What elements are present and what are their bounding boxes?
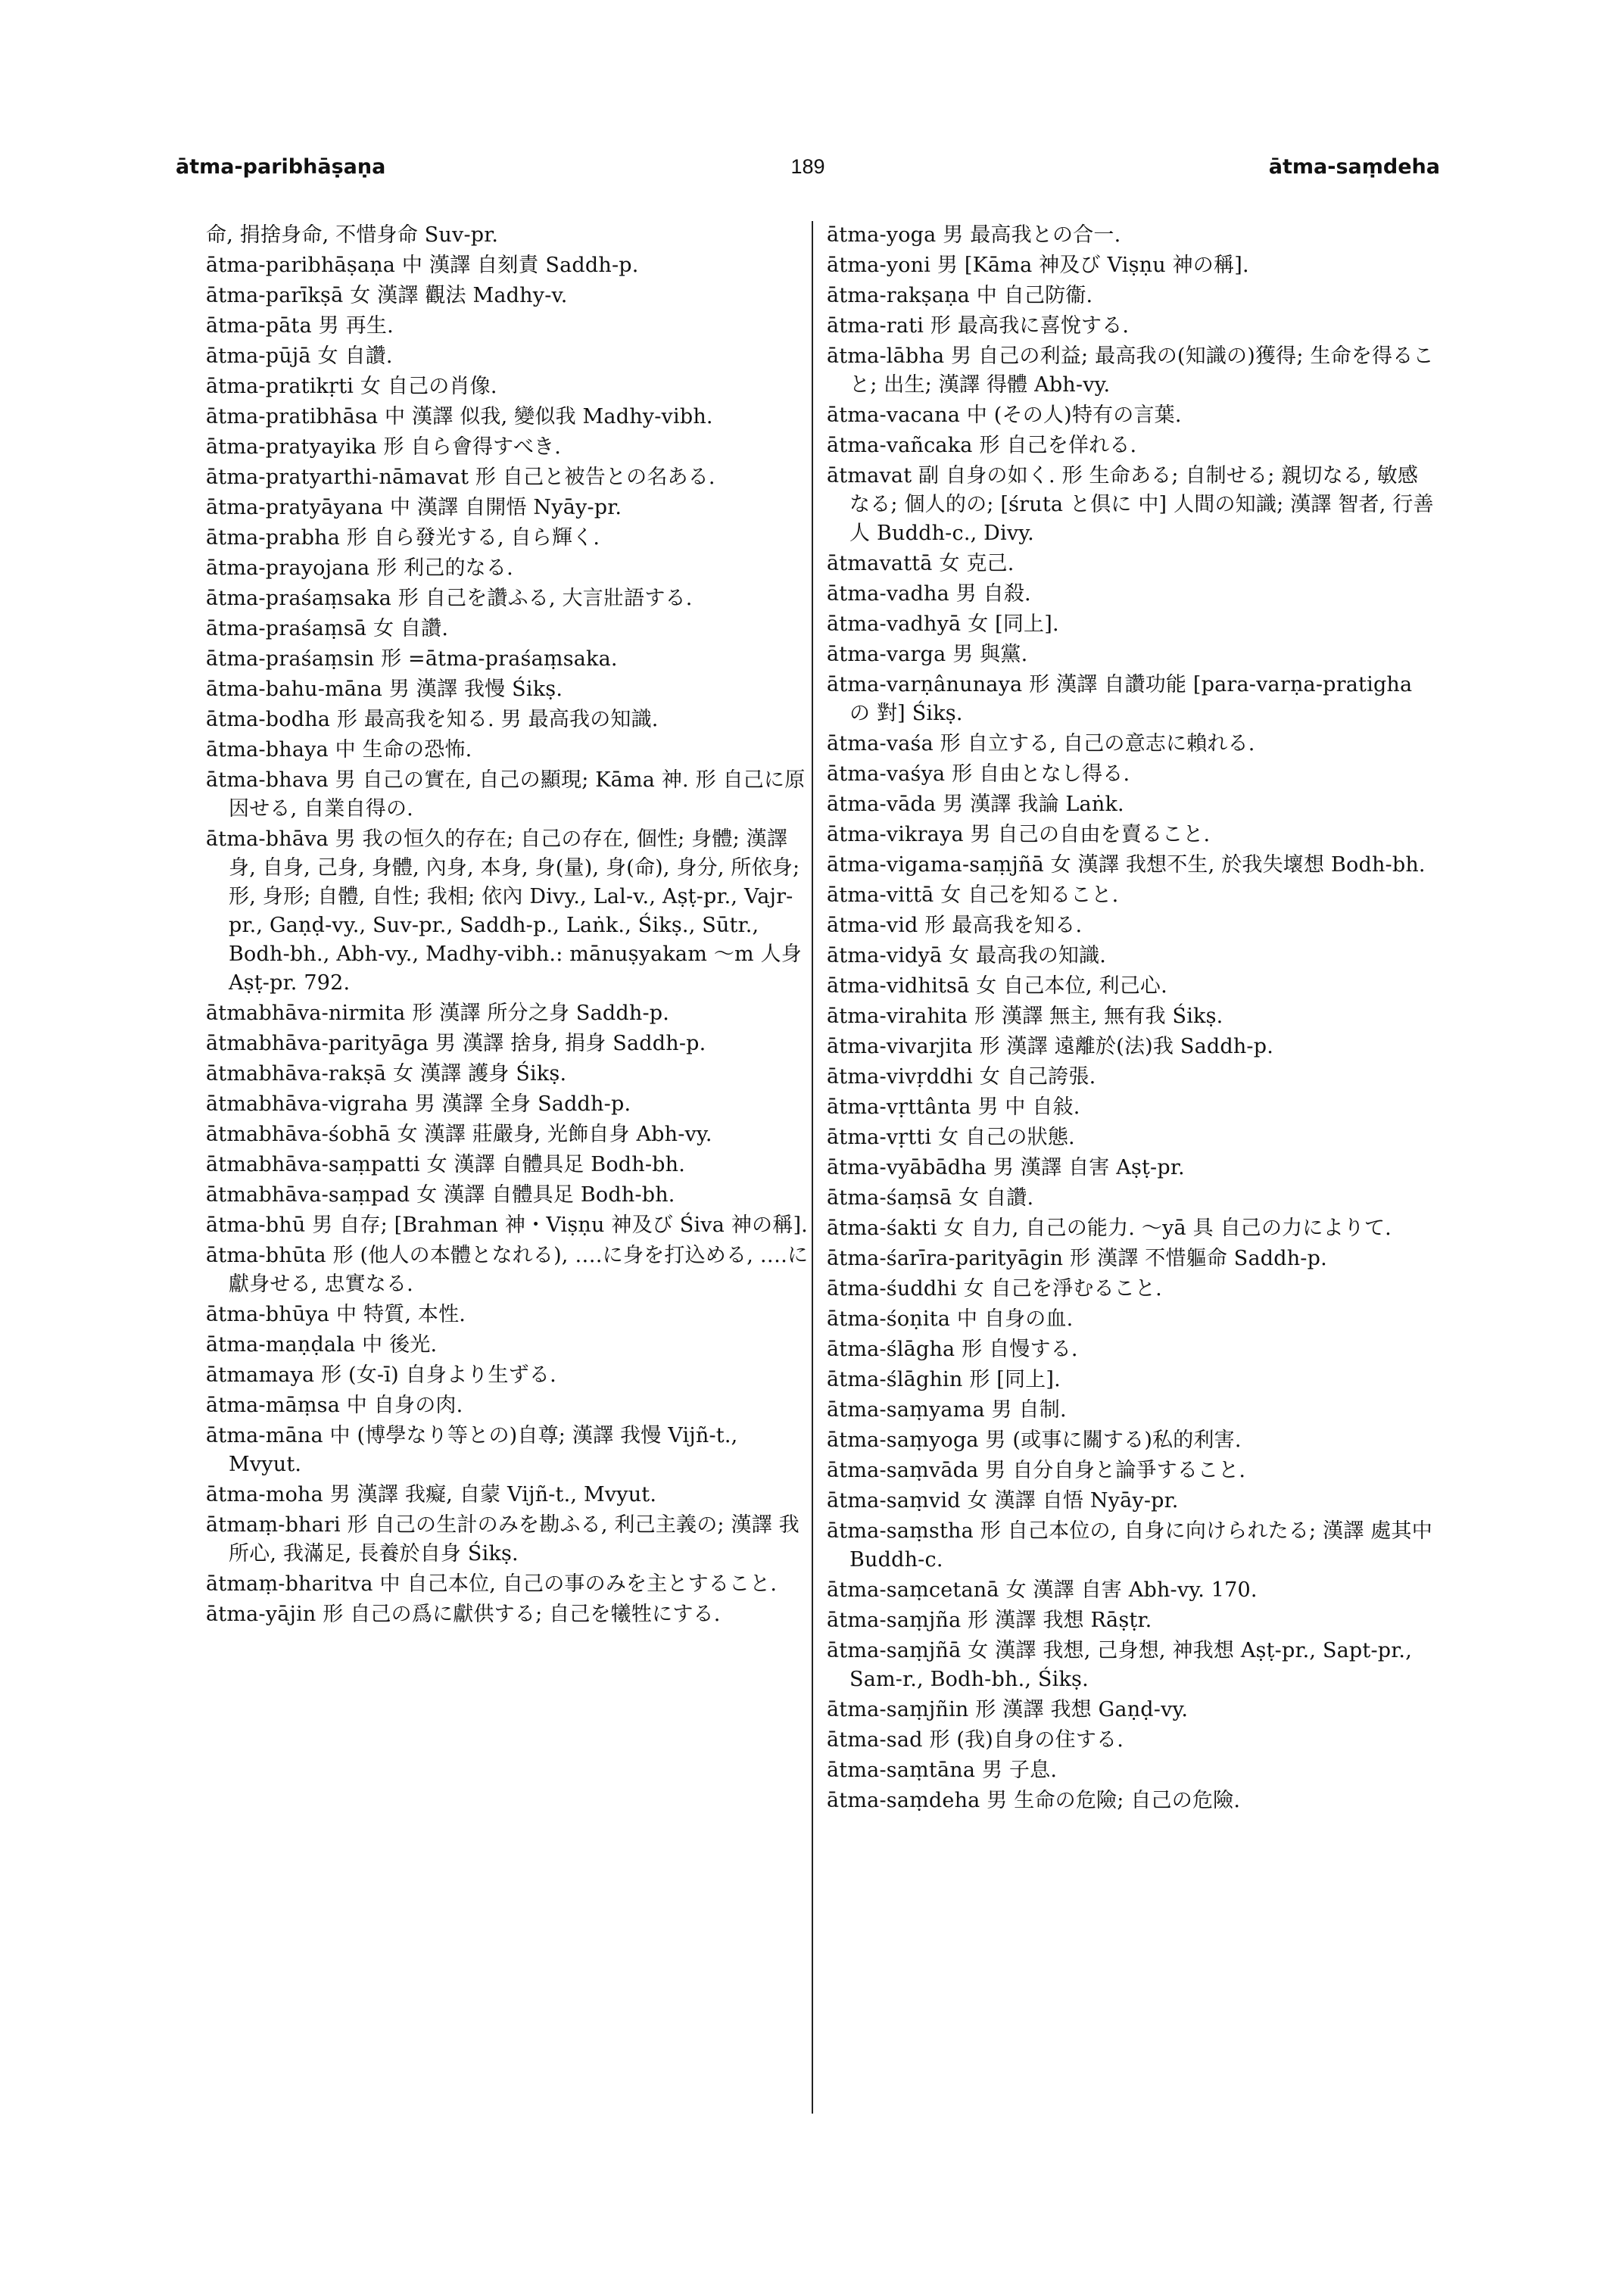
dictionary-entry: ātma-ślāgha 形 自慢する. xyxy=(827,1338,1078,1361)
dictionary-entry: ātmavat 副 自身の如く. 形 生命ある; 自制せる; 親切なる, 敏感なる; 個人的の; [śruta と倶に 中] 人間の知識; 漢譯 智者, 行善人 Buddh-c., Divy. xyxy=(827,464,1434,545)
dictionary-entry: ātma-śoṇita 中 自身の血. xyxy=(827,1307,1074,1331)
dictionary-entry: ātmabhāva-parityāga 男 漢譯 捨身, 捐身 Saddh-p. xyxy=(206,1032,706,1055)
dictionary-entry: ātma-vṛttânta 男 中 自敍. xyxy=(827,1095,1080,1119)
dictionary-entry: ātma-vāda 男 漢譯 我論 Laṅk. xyxy=(827,793,1124,816)
left-column xyxy=(206,221,815,1631)
dictionary-entry: ātmaṃ-bhari 形 自己の生計のみを勘ふる, 利己主義の; 漢譯 我所心, 我滿足, 長養於自身 Śikṣ. xyxy=(206,1513,800,1566)
dictionary-entry: ātma-saṃdeha 男 生命の危險; 自己の危險. xyxy=(827,1789,1241,1812)
dictionary-entry: ātma-prayojana 形 利己的なる. xyxy=(206,556,513,580)
dictionary-entry: ātma-vacana 中 (その人)特有の言葉. xyxy=(827,403,1182,427)
dictionary-entry: ātma-saṃvāda 男 自分自身と論爭すること. xyxy=(827,1459,1246,1482)
dictionary-entry: ātma-bodha 形 最高我を知る. 男 最高我の知識. xyxy=(206,708,659,731)
dictionary-entry: ātma-pratikṛti 女 自己の肖像. xyxy=(206,375,497,398)
dictionary-entry: ātma-vidyā 女 最高我の知識. xyxy=(827,944,1107,967)
column-divider xyxy=(812,221,813,2114)
dictionary-entry: ātma-paribhāṣaṇa 中 漢譯 自刻責 Saddh-p. xyxy=(206,254,639,277)
dictionary-entry: ātma-śarīra-parityāgin 形 漢譯 不惜軀命 Saddh-p. xyxy=(827,1247,1327,1270)
dictionary-entry: ātmabhāva-saṃpatti 女 漢譯 自體具足 Bodh-bh. xyxy=(206,1153,686,1176)
dictionary-entry: ātma-bhūta 形 (他人の本體となれる), ‥‥に身を打込める, ‥‥に獻身せる, 忠實なる. xyxy=(206,1244,809,1296)
dictionary-entry: ātma-maṇḍala 中 後光. xyxy=(206,1333,438,1357)
dictionary-entry: ātma-parīkṣā 女 漢譯 觀法 Madhy-v. xyxy=(206,284,568,307)
dictionary-entry: ātma-yoga 男 最高我との合一. xyxy=(827,223,1121,247)
dictionary-entry: ātma-yājin 形 自己の爲に獻供する; 自己を犧牲にする. xyxy=(206,1603,721,1626)
dictionary-entry: ātmabhāva-śobhā 女 漢譯 莊嚴身, 光飾自身 Abh-vy. xyxy=(206,1123,712,1146)
dictionary-entry: ātma-vittā 女 自己を知ること. xyxy=(827,883,1119,907)
dictionary-entry: ātmabhāva-rakṣā 女 漢譯 護身 Śikṣ. xyxy=(206,1062,567,1086)
dictionary-entry: ātma-pratibhāsa 中 漢譯 似我, 變似我 Madhy-vibh. xyxy=(206,405,713,428)
dictionary-entry: ātma-pūjā 女 自讚. xyxy=(206,344,393,368)
dictionary-entry: ātma-bhū 男 自存; [Brahman 神・Viṣṇu 神及び Śiva 神の稱]. xyxy=(206,1213,808,1237)
dictionary-entry: ātma-śakti 女 自力, 自己の能力. ～yā 具 自己の力によりて. xyxy=(827,1217,1392,1240)
dictionary-entry: ātma-ślāghin 形 [同上]. xyxy=(827,1368,1061,1391)
dictionary-entry: ātma-varṇânunaya 形 漢譯 自讚功能 [para-varṇa-pratigha の 對] Śikṣ. xyxy=(827,673,1413,725)
dictionary-entry: ātmaṃ-bharitva 中 自己本位, 自己の事のみを主とすること. xyxy=(206,1572,778,1596)
dictionary-entry: ātmabhāva-vigraha 男 漢譯 全身 Saddh-p. xyxy=(206,1092,631,1116)
dictionary-entry: ātma-vivarjita 形 漢譯 遠離於(法)我 Saddh-p. xyxy=(827,1035,1274,1058)
page-number: 189 xyxy=(790,155,825,178)
dictionary-entry: ātma-saṃstha 形 自己本位の, 自身に向けられたる; 漢譯 處其中 Buddh-c. xyxy=(827,1519,1432,1572)
dictionary-entry: ātma-saṃjñin 形 漢譯 我想 Gaṇḍ-vy. xyxy=(827,1698,1189,1721)
dictionary-entry: ātma-vikraya 男 自己の自由を賣ること. xyxy=(827,823,1211,846)
dictionary-entry: ātma-rakṣaṇa 中 自己防衞. xyxy=(827,284,1093,307)
dictionary-entry: ātma-bahu-māna 男 漢譯 我慢 Śikṣ. xyxy=(206,678,563,701)
dictionary-entry: ātma-śaṃsā 女 自讚. xyxy=(827,1186,1034,1210)
dictionary-entry: ātma-vañcaka 形 自己を佯れる. xyxy=(827,434,1137,457)
dictionary-entry: ātma-bhaya 中 生命の恐怖. xyxy=(206,738,472,762)
dictionary-entry: ātmavattā 女 克己. xyxy=(827,552,1015,575)
dictionary-entry: ātma-vyābādha 男 漢譯 自害 Aṣṭ-pr. xyxy=(827,1156,1185,1179)
dictionary-entry: ātma-praśaṃsaka 形 自己を讚ふる, 大言壯語する. xyxy=(206,587,693,610)
dictionary-entry: ātma-saṃvid 女 漢譯 自悟 Nyāy-pr. xyxy=(827,1489,1179,1513)
header-right-guide-word: ātma-saṃdeha xyxy=(1268,155,1440,179)
dictionary-entry: ātma-vivṛddhi 女 自己誇張. xyxy=(827,1065,1096,1089)
dictionary-entry: ātma-vadha 男 自殺. xyxy=(827,582,1031,606)
dictionary-entry: ātma-śuddhi 女 自己を淨むること. xyxy=(827,1277,1162,1301)
dictionary-entry: ātma-vaśa 形 自立する, 自己の意志に賴れる. xyxy=(827,732,1255,756)
dictionary-entry: ātma-bhūya 中 特質, 本性. xyxy=(206,1303,466,1326)
dictionary-entry: ātma-varga 男 與黨. xyxy=(827,643,1028,666)
dictionary-entry: ātma-pratyarthi-nāmavat 形 自己と被告との名ある. xyxy=(206,466,715,489)
dictionary-entry: ātma-vidhitsā 女 自己本位, 利己心. xyxy=(827,974,1167,998)
right-column xyxy=(827,221,1436,1817)
dictionary-entry: ātma-saṃyama 男 自制. xyxy=(827,1398,1067,1422)
dictionary-entry: ātma-bhāva 男 我の恒久的存在; 自己の存在, 個性; 身體; 漢譯 身, 自身, 己身, 身體, 內身, 本身, 身(量), 身(命), 身分, 所依身; 形, 身形; 自體, 自性; 我相; 依內 Divy., Lal-v., Aṣṭ-pr., Vajr-pr., Gaṇḍ-vy., Suv-pr., Saddh-p., Laṅk., Śikṣ., Sūtr., Bodh-bh., Abh-vy., Madhy-vibh.: mānuṣyakam ～m 人身 Aṣṭ-pr. 792. xyxy=(206,827,803,995)
header-left-guide-word: ātma-paribhāṣaṇa xyxy=(176,155,386,179)
dictionary-entry: ātma-māna 中 (博學なり等との)自尊; 漢譯 我慢 Vijñ-t., Mvyut. xyxy=(206,1424,738,1476)
dictionary-entry: ātma-lābha 男 自己の利益; 最高我の(知識の)獲得; 生命を得ること; 出生; 漢譯 得體 Abh-vy. xyxy=(827,344,1434,397)
running-header xyxy=(176,155,1440,185)
dictionary-entry: ātma-pāta 男 再生. xyxy=(206,314,394,338)
dictionary-entry: ātma-rati 形 最高我に喜悅する. xyxy=(827,314,1130,338)
dictionary-entry: ātma-vid 形 最高我を知る. xyxy=(827,914,1083,937)
dictionary-entry: ātmabhāva-nirmita 形 漢譯 所分之身 Saddh-p. xyxy=(206,1002,670,1025)
dictionary-entry: ātma-māṃsa 中 自身の肉. xyxy=(206,1394,463,1417)
dictionary-entry: ātma-saṃyoga 男 (或事に關する)私的利害. xyxy=(827,1428,1242,1452)
dictionary-entry: ātmamaya 形 (女-ī) 自身より生ずる. xyxy=(206,1363,556,1387)
dictionary-entry: ātma-saṃjñā 女 漢譯 我想, 己身想, 神我想 Aṣṭ-pr., Sapt-pr., Sam-r., Bodh-bh., Śikṣ. xyxy=(827,1639,1412,1691)
dictionary-entry: ātma-vadhyā 女 [同上]. xyxy=(827,612,1059,636)
dictionary-entry: ātma-saṃcetanā 女 漢譯 自害 Abh-vy. 170. xyxy=(827,1578,1258,1602)
dictionary-entry: ātma-praśaṃsā 女 自讚. xyxy=(206,617,449,640)
dictionary-entry: ātma-sad 形 (我)自身の住する. xyxy=(827,1728,1124,1752)
dictionary-entry: ātmabhāva-saṃpad 女 漢譯 自體具足 Bodh-bh. xyxy=(206,1183,675,1207)
dictionary-entry: ātma-saṃjña 形 漢譯 我想 Rāṣṭr. xyxy=(827,1609,1152,1632)
dictionary-entry: ātma-vigama-saṃjñā 女 漢譯 我想不生, 於我失壞想 Bodh-bh. xyxy=(827,853,1426,877)
dictionary-entry: ātma-yoni 男 [Kāma 神及び Viṣṇu 神の稱]. xyxy=(827,254,1249,277)
dictionary-entry: ātma-praśaṃsin 形 =ātma-praśaṃsaka. xyxy=(206,647,618,671)
dictionary-entry: ātma-bhava 男 自己の實在, 自己の顯現; Kāma 神. 形 自己に原因せる, 自業自得の. xyxy=(206,768,806,821)
dictionary-entry: ātma-vaśya 形 自由となし得る. xyxy=(827,762,1130,786)
dictionary-entry: 命, 捐捨身命, 不惜身命 Suv-pr. xyxy=(206,223,499,247)
dictionary-entry: ātma-prabha 形 自ら發光する, 自ら輝く. xyxy=(206,526,600,550)
dictionary-entry: ātma-pratyayika 形 自ら會得すべき. xyxy=(206,435,562,459)
dictionary-entry: ātma-moha 男 漢譯 我癡, 自蒙 Vijñ-t., Mvyut. xyxy=(206,1483,657,1506)
dictionary-entry: ātma-vṛtti 女 自己の狀態. xyxy=(827,1126,1075,1149)
dictionary-entry: ātma-virahita 形 漢譯 無主, 無有我 Śikṣ. xyxy=(827,1005,1223,1028)
dictionary-entry: ātma-saṃtāna 男 子息. xyxy=(827,1759,1058,1782)
dictionary-entry: ātma-pratyāyana 中 漢譯 自開悟 Nyāy-pr. xyxy=(206,496,622,519)
